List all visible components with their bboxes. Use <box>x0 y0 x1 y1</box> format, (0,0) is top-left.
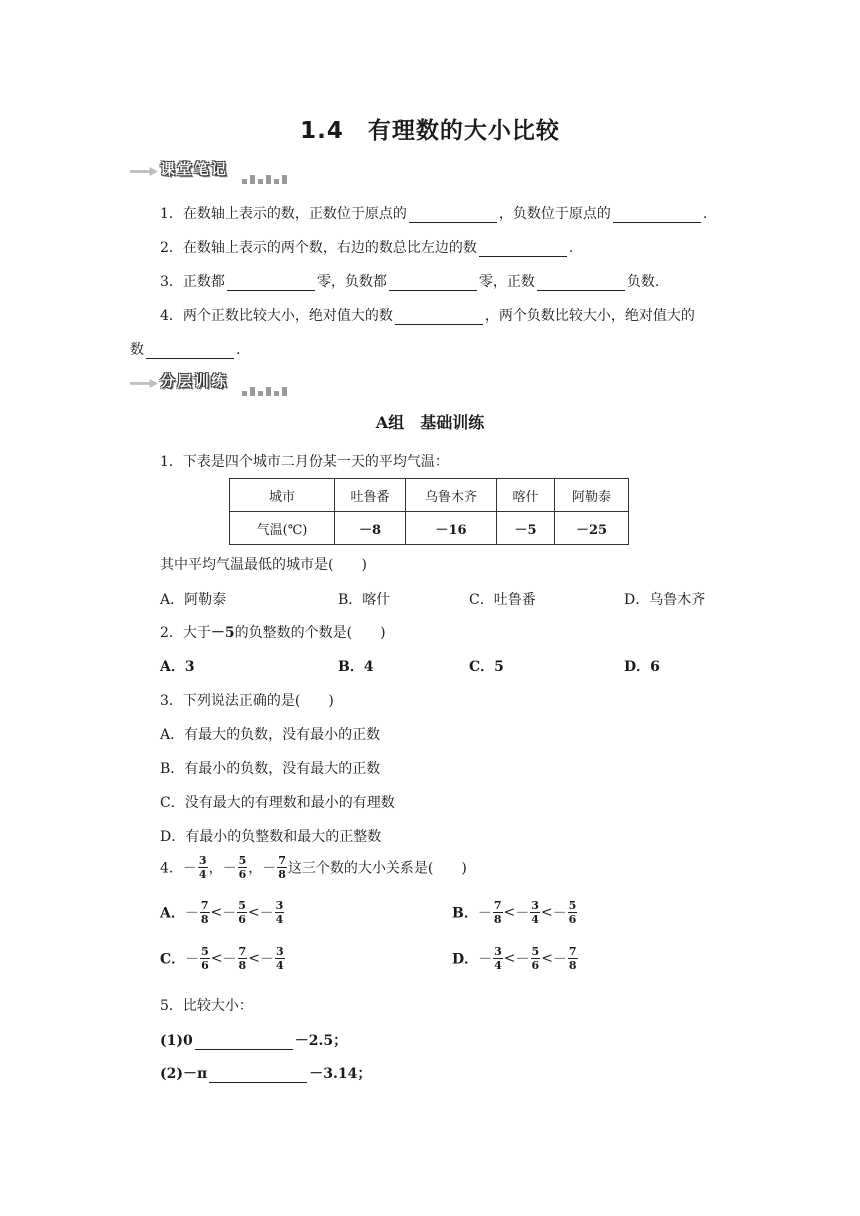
q5-text: (1)0 <box>160 1033 193 1049</box>
option-label: D． <box>452 951 479 968</box>
fraction <box>531 945 541 972</box>
note-4 <box>160 305 695 325</box>
note-3 <box>160 271 659 291</box>
denominator: 6 <box>531 959 540 972</box>
q5-part-1 <box>160 1030 347 1050</box>
fraction <box>198 854 208 881</box>
option-label: A． <box>160 905 185 922</box>
q5-stem: 5．比较大小： <box>160 998 253 1014</box>
group-heading: A组 基础训练 <box>375 413 485 432</box>
answer-blank[interactable] <box>389 276 477 291</box>
minus-sign: － <box>259 905 274 922</box>
banner-dots-icon <box>242 380 290 396</box>
numerator: 7 <box>493 899 502 912</box>
table-cell: －8 <box>335 512 406 545</box>
minus-sign: － <box>182 860 197 877</box>
banner-arrow-icon <box>130 379 158 388</box>
less-than-sign: < <box>247 904 260 921</box>
minus-sign: － <box>515 951 530 968</box>
table-row <box>230 512 629 545</box>
numerator: 3 <box>198 854 207 867</box>
q5-text: －3.14； <box>309 1066 372 1082</box>
q4-option-c[interactable] <box>160 945 286 972</box>
fraction <box>238 945 248 972</box>
fraction <box>530 899 540 926</box>
q2-option-c[interactable]: C．5 <box>469 659 504 675</box>
q1-stem: 1．下表是四个城市二月份某一天的平均气温： <box>160 454 449 470</box>
q4-option-b[interactable] <box>452 899 578 926</box>
answer-blank[interactable] <box>227 276 315 291</box>
fraction <box>568 945 578 972</box>
q2-option-a[interactable]: A．3 <box>160 659 195 675</box>
answer-blank[interactable] <box>195 1035 293 1050</box>
fraction <box>200 945 210 972</box>
less-than-sign: < <box>248 950 260 967</box>
denominator: 8 <box>493 913 502 926</box>
note-number: 2． <box>160 240 183 256</box>
denominator: 8 <box>238 959 247 972</box>
q3-option-c[interactable]: C．没有最大的有理数和最小的有理数 <box>160 795 395 811</box>
minus-sign: － <box>478 951 493 968</box>
q5-text: (2)－π <box>160 1066 208 1082</box>
q4-stem <box>160 854 467 881</box>
minus-sign: － <box>477 905 492 922</box>
banner-arrow-icon <box>130 167 158 176</box>
numerator: 3 <box>275 945 284 958</box>
fraction <box>493 899 503 926</box>
numerator: 3 <box>531 899 539 912</box>
denominator: 4 <box>494 959 502 972</box>
numerator: 3 <box>494 945 502 958</box>
answer-blank[interactable] <box>209 1068 307 1083</box>
section-banner-training <box>130 370 300 394</box>
fraction <box>238 854 248 881</box>
less-than-sign: < <box>210 904 223 921</box>
minus-sign: － <box>552 951 567 968</box>
less-than-sign: < <box>503 904 516 921</box>
table-cell: 气温(℃) <box>230 512 335 545</box>
answer-blank[interactable] <box>613 208 701 223</box>
denominator: 6 <box>238 913 246 926</box>
denominator: 8 <box>200 913 209 926</box>
fraction <box>200 899 210 926</box>
denominator: 4 <box>275 913 284 926</box>
note-text: ，两个负数比较大小，绝对值大的 <box>484 308 695 324</box>
table-cell: －5 <box>497 512 555 545</box>
minus-sign: － <box>515 905 530 922</box>
minus-sign: － <box>184 905 199 922</box>
note-text: 数 <box>130 342 144 358</box>
note-text: . <box>236 342 241 358</box>
table-cell: 乌鲁木齐 <box>406 479 497 512</box>
minus-sign: － <box>222 860 237 877</box>
answer-blank[interactable] <box>409 208 497 223</box>
note-text: 零，正数 <box>478 274 535 290</box>
q1-option-d[interactable]: D．乌鲁木齐 <box>624 592 706 608</box>
minus-sign: － <box>185 951 200 968</box>
less-than-sign: < <box>210 950 223 967</box>
denominator: 4 <box>275 959 284 972</box>
note-text: 零，负数都 <box>316 274 387 290</box>
q2-option-b[interactable]: B．4 <box>338 659 374 675</box>
note-text: 负数. <box>626 274 660 290</box>
denominator: 4 <box>198 868 207 881</box>
note-text: . <box>568 240 574 256</box>
denominator: 6 <box>201 959 209 972</box>
note-text: 两个正数比较大小，绝对值大的数 <box>182 308 393 324</box>
table-cell: 阿勒泰 <box>555 479 629 512</box>
q3-option-a[interactable]: A．有最大的负数，没有最小的正数 <box>160 727 381 743</box>
fraction <box>277 854 287 881</box>
minus-sign: － <box>552 905 567 922</box>
banner-label: 课堂笔记 <box>160 160 229 178</box>
numerator: 3 <box>275 899 284 912</box>
q1-option-a[interactable]: A．阿勒泰 <box>160 592 227 608</box>
banner-label: 分层训练 <box>160 372 229 390</box>
note-1 <box>160 203 707 223</box>
q1-ask: 其中平均气温最低的城市是( ) <box>160 557 367 573</box>
answer-blank[interactable] <box>146 344 234 359</box>
note-text: 在数轴上表示的两个数，右边的数总比左边的数 <box>182 240 477 256</box>
note-number: 4． <box>160 308 183 324</box>
q3-stem: 3．下列说法正确的是( ) <box>160 693 334 709</box>
note-number: 3． <box>160 274 183 290</box>
minus-sign: － <box>222 951 237 968</box>
numerator: 7 <box>238 945 247 958</box>
numerator: 5 <box>531 945 540 958</box>
note-2 <box>160 237 573 257</box>
q5-text: －2.5； <box>294 1033 348 1049</box>
denominator: 8 <box>568 959 577 972</box>
numerator: 5 <box>568 899 577 912</box>
q1-option-c[interactable]: C．吐鲁番 <box>469 592 536 608</box>
denominator: 6 <box>568 913 577 926</box>
separator: ， <box>248 860 263 877</box>
q3-option-b[interactable]: B．有最小的负数，没有最大的正数 <box>160 761 381 777</box>
numerator: 5 <box>238 899 246 912</box>
minus-sign: － <box>259 951 274 968</box>
table-cell: －25 <box>555 512 629 545</box>
option-label: C． <box>160 951 186 968</box>
numerator: 7 <box>568 945 577 958</box>
minus-sign: － <box>262 860 277 877</box>
temperature-table <box>229 478 629 545</box>
note-4-continued <box>130 339 240 359</box>
q4-number: 4． <box>160 860 183 877</box>
q5-part-2 <box>160 1063 371 1083</box>
table-header-row <box>230 479 629 512</box>
minus-sign: － <box>222 905 237 922</box>
less-than-sign: < <box>541 950 553 967</box>
note-text: 正数都 <box>182 274 225 290</box>
denominator: 4 <box>531 913 539 926</box>
q4-option-a[interactable] <box>160 899 285 926</box>
fraction <box>275 945 285 972</box>
table-cell: 吐鲁番 <box>335 479 406 512</box>
answer-blank[interactable] <box>395 310 483 325</box>
numerator: 7 <box>200 899 209 912</box>
numerator: 5 <box>238 854 247 867</box>
note-text: 在数轴上表示的数，正数位于原点的 <box>182 206 407 222</box>
table-cell: 喀什 <box>497 479 555 512</box>
fraction <box>275 899 285 926</box>
q2-stem <box>160 622 386 642</box>
denominator: 8 <box>278 868 286 881</box>
q2-text: 的负整数的个数是( ) <box>234 625 386 641</box>
q1-option-b[interactable]: B．喀什 <box>338 592 391 608</box>
q2-text: 2．大于 <box>160 625 211 641</box>
option-label: B． <box>452 905 478 922</box>
answer-blank[interactable] <box>479 242 567 257</box>
fraction <box>568 899 578 926</box>
q2-option-d[interactable]: D．6 <box>624 659 660 675</box>
fraction <box>493 945 503 972</box>
fraction <box>237 899 247 926</box>
q4-option-d[interactable] <box>452 945 579 972</box>
table-cell: 城市 <box>230 479 335 512</box>
page-title: 1.4 有理数的大小比较 <box>300 118 560 144</box>
q4-text: 这三个数的大小关系是( ) <box>287 860 467 877</box>
less-than-sign: < <box>503 950 516 967</box>
note-number: 1． <box>160 206 183 222</box>
denominator: 6 <box>238 868 247 881</box>
q2-number: －5 <box>210 625 235 641</box>
less-than-sign: < <box>540 904 553 921</box>
banner-dots-icon <box>242 168 290 184</box>
answer-blank[interactable] <box>537 276 625 291</box>
note-text: ，负数位于原点的 <box>498 206 611 222</box>
separator: ， <box>208 860 223 877</box>
numerator: 7 <box>278 854 286 867</box>
note-text: . <box>702 206 708 222</box>
numerator: 5 <box>201 945 209 958</box>
section-banner-notes <box>130 158 300 182</box>
table-cell: －16 <box>406 512 497 545</box>
q3-option-d[interactable]: D．有最小的负整数和最大的正整数 <box>160 829 382 845</box>
